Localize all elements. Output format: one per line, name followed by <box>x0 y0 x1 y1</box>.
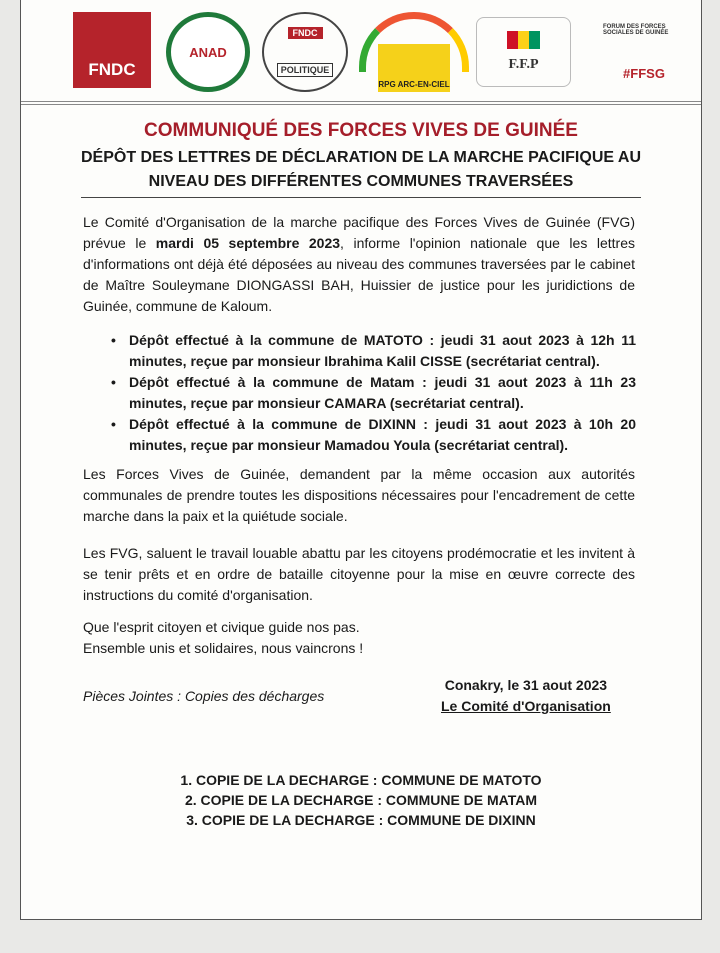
rpg-logo <box>359 12 469 92</box>
deposit-item: • Dépôt effectué à la commune de DIXINN : jeudi 31 aout 2023 à 10h 20 minutes, reçue par monsieur Mamadou Youla (secrétariat central). <box>106 414 636 456</box>
intro-paragraph <box>83 212 635 317</box>
copies-list <box>21 770 701 830</box>
signatory: Le Comité d'Organisation <box>441 698 611 714</box>
copy-item: 1. COPIE DE LA DECHARGE : COMMUNE DE MATOTO <box>180 772 542 788</box>
document-page <box>20 0 702 920</box>
closing-line-1: Que l'esprit citoyen et civique guide nos pas. <box>83 619 360 635</box>
rpg-logo-text: RPG ARC-EN-CIEL <box>378 80 450 89</box>
rainbow-icon <box>359 12 469 72</box>
document-title: COMMUNIQUÉ DES FORCES VIVES DE GUINÉE <box>144 120 578 141</box>
march-date: mardi 05 septembre 2023 <box>155 235 341 251</box>
ffsg-logo <box>603 12 685 92</box>
signature-block <box>441 675 611 717</box>
anad-logo <box>166 12 250 92</box>
ffsg-logo-text: #FFSG <box>623 65 665 81</box>
ffsg-ring-text: FORUM DES FORCES SOCIALES DE GUINÉE <box>603 23 669 36</box>
copy-item: 2. COPIE DE LA DECHARGE : COMMUNE DE MATAM <box>184 792 538 808</box>
fndc-logo <box>73 12 151 88</box>
intro-text-a: Le Comité d'Organisation de la marche pacifique des Forces Vives de Guinée (FVG) prévue le <box>83 214 635 251</box>
document-subtitle <box>21 146 701 194</box>
copy-item: 3. COPIE DE LA DECHARGE : COMMUNE DE DIXINN <box>186 812 536 828</box>
ffp-logo <box>476 17 571 87</box>
guinea-flag-icon <box>507 31 541 49</box>
deposit-item: • Dépôt effectué à la commune de MATOTO : jeudi 31 aout 2023 à 12h 11 minutes, reçue par monsieur Ibrahima Kalil CISSE (secrétariat central). <box>106 330 636 372</box>
thanks-paragraph: Les FVG, saluent le travail louable abattu par les citoyens prodémocratie et les invitent à se tenir prêts et en ordre de bataille citoyenne pour la mise en œuvre correcte des instructions du comité d'organisation. <box>83 545 635 603</box>
attachments-note: Pièces Jointes : Copies des décharges <box>83 688 325 704</box>
request-paragraph: Les Forces Vives de Guinée, demandent par la même occasion aux autorités communales de prendre toutes les dispositions nécessaires pour l'encadrement de cette marche dans la paix et la quiétude sociale. <box>83 466 635 524</box>
fndc-politique-logo <box>262 12 348 92</box>
subtitle-line-2: NIVEAU DES DIFFÉRENTES COMMUNES TRAVERSÉES <box>148 173 574 190</box>
deposit-list <box>106 330 636 456</box>
subtitle-line-1: DÉPÔT DES LETTRES DE DÉCLARATION DE LA MARCHE PACIFIQUE AU <box>80 149 641 166</box>
deposit-item: • Dépôt effectué à la commune de Matam : jeudi 31 aout 2023 à 11h 23 minutes, reçue par monsieur CAMARA (secrétariat central). <box>106 372 636 414</box>
logo-banner <box>21 0 701 105</box>
place-date: Conakry, le 31 aout 2023 <box>444 677 608 693</box>
anad-logo-text: ANAD <box>189 44 227 60</box>
fndc-politique-bottom: POLITIQUE <box>277 63 334 77</box>
fndc-logo-text: FNDC <box>88 60 136 79</box>
intro-text-b: , informe l'opinion nationale que les lettres d'informations ont déjà été déposées au niveau des communes traversées par le cabinet de Maître Souleymane DIONGASSI BAH, Huissier de justice pour les juridictions de Guinée, commune de Kaloum. <box>83 235 635 314</box>
closing <box>83 617 635 659</box>
ffp-logo-text: F.F.P <box>508 57 539 72</box>
fndc-politique-top: FNDC <box>288 27 323 39</box>
closing-line-2: Ensemble unis et solidaires, nous vaincrons ! <box>83 640 364 656</box>
divider <box>81 197 641 198</box>
